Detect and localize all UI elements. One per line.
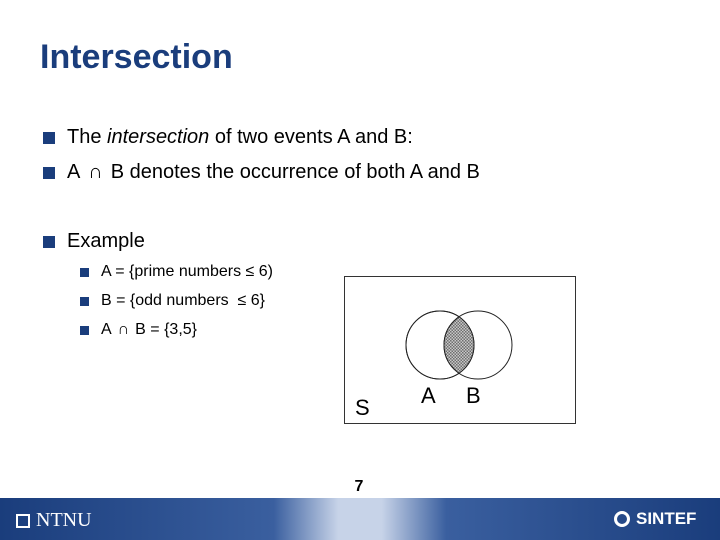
ntnu-logo-text: NTNU xyxy=(36,509,92,531)
venn-diagram-graphic xyxy=(345,277,575,423)
bullet-example-label: Example xyxy=(67,230,145,252)
bullet-notation-text: B denotes the occurrence of both A and B xyxy=(110,161,480,183)
bullet-text-emphasis: intersection xyxy=(107,126,210,148)
sintef-logo-icon xyxy=(614,511,630,527)
sub-bullet-result-text: B = {3,5} xyxy=(135,321,198,338)
intersection-symbol: ∩ xyxy=(88,161,103,183)
sintef-logo xyxy=(614,509,696,529)
bullet-square-icon xyxy=(43,167,55,179)
bullet-example xyxy=(43,230,145,253)
bullet-text-prefix: The xyxy=(67,126,108,148)
bullet-square-icon xyxy=(43,132,55,144)
sub-bullet-intersection-result xyxy=(80,321,197,339)
bullet-intersection-notation xyxy=(43,161,480,184)
intersection-symbol: ∩ xyxy=(117,321,130,338)
bullet-intersection-definition xyxy=(43,126,413,149)
footer-band xyxy=(0,498,720,540)
page-number: 7 xyxy=(354,478,364,495)
ntnu-logo xyxy=(16,509,92,532)
slide-title: Intersection xyxy=(40,38,233,76)
sub-bullet-set-b xyxy=(80,292,265,310)
sintef-logo-text: SINTEF xyxy=(636,509,697,528)
ntnu-logo-icon xyxy=(16,514,30,528)
sub-bullet-square-icon xyxy=(80,297,89,306)
venn-diagram xyxy=(344,276,576,424)
sub-bullet-text: B = {odd numbers ≤ 6} xyxy=(101,292,265,309)
sub-bullet-text: A = {prime numbers ≤ 6) xyxy=(101,263,273,280)
footer-graphic xyxy=(0,498,720,540)
venn-label-b: B xyxy=(466,383,481,408)
venn-label-s: S xyxy=(355,395,370,420)
sub-bullet-square-icon xyxy=(80,326,89,335)
bullet-left-operand: A xyxy=(67,161,81,183)
sub-bullet-square-icon xyxy=(80,268,89,277)
bullet-text-suffix: of two events A and B: xyxy=(209,126,413,148)
venn-label-a: A xyxy=(421,383,436,408)
sub-bullet-left-operand: A xyxy=(101,321,112,338)
bullet-square-icon xyxy=(43,236,55,248)
sub-bullet-set-a xyxy=(80,263,273,281)
